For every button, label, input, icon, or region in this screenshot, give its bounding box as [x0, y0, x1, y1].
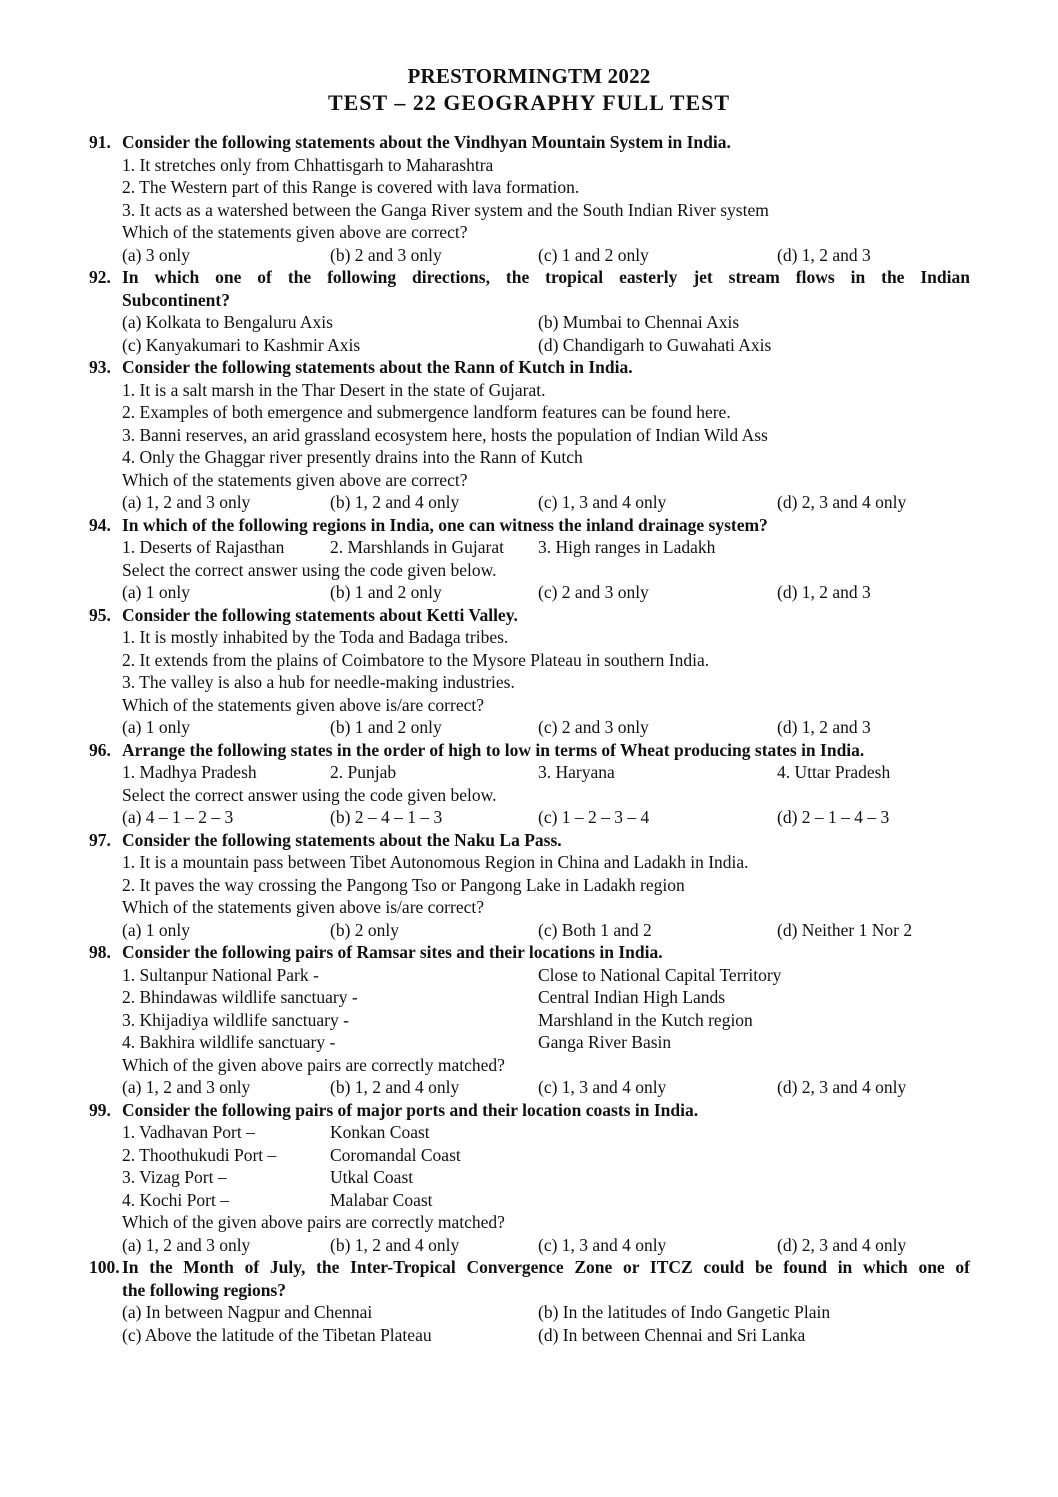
statement: 2. It extends from the plains of Coimbatore to the Mysore Plateau in southern India. [122, 649, 710, 670]
question-block [0, 739, 1058, 829]
pair-right: Close to National Capital Territory [538, 964, 782, 985]
question-prompt: Which of the statements given above are correct? [122, 222, 468, 242]
text-line [0, 941, 1058, 964]
answer-option: (c) 1, 3 and 4 only [538, 1077, 667, 1097]
text-line [0, 806, 1058, 829]
text-line [0, 176, 1058, 199]
question-number: 94. [89, 514, 111, 535]
answer-option: (b) 1, 2 and 4 only [330, 492, 460, 512]
question-prompt: Which of the statements given above are correct? [122, 469, 468, 490]
text-line [0, 334, 1058, 357]
pair-right: Utkal Coast [330, 1167, 414, 1187]
list-item: 1. Madhya Pradesh [122, 762, 257, 782]
text-line [0, 356, 1058, 379]
answer-option: (c) Both 1 and 2 [538, 919, 652, 940]
question-number: 99. [89, 1099, 111, 1120]
text-line [0, 491, 1058, 514]
text-line [0, 649, 1058, 672]
statement: 3. The valley is also a hub for needle-making industries. [122, 672, 515, 692]
question-number: 98. [89, 942, 111, 962]
text-line [0, 896, 1058, 919]
pair-left: 4. Bakhira wildlife sanctuary - [122, 1032, 336, 1052]
question-number: 97. [89, 829, 111, 850]
answer-option: (b) 1 and 2 only [330, 717, 442, 737]
text-line [0, 694, 1058, 717]
statement: 2. The Western part of this Range is covered with lava formation. [122, 177, 580, 197]
question-prompt: Which of the given above pairs are correctly matched? [122, 1212, 505, 1232]
pair-left: 4. Kochi Port – [122, 1189, 229, 1210]
pair-left: 2. Thoothukudi Port – [122, 1144, 277, 1165]
text-line [0, 581, 1058, 604]
question-block [0, 829, 1058, 942]
text-line [0, 559, 1058, 582]
question-block [0, 1099, 1058, 1257]
pair-right: Marshland in the Kutch region [538, 1009, 753, 1030]
question-number: 95. [89, 604, 111, 625]
list-item: 2. Punjab [330, 762, 397, 782]
answer-option: (a) 1, 2 and 3 only [122, 492, 251, 512]
question-number: 91. [89, 132, 111, 152]
pair-left: 1. Sultanpur National Park - [122, 964, 319, 985]
list-item: 2. Marshlands in Gujarat [330, 537, 504, 557]
question-stem: In which of the following regions in India, one can witness the inland drainage system? [122, 514, 768, 535]
text-line [0, 379, 1058, 402]
pair-left: 1. Vadhavan Port – [122, 1122, 255, 1142]
statement: 4. Only the Ghaggar river presently drains into the Rann of Kutch [122, 447, 583, 467]
answer-option: (b) In the latitudes of Indo Gangetic Plain [538, 1302, 831, 1322]
statement: 3. It acts as a watershed between the Ganga River system and the South Indian River system [122, 199, 769, 220]
text-line [0, 221, 1058, 244]
answer-option: (c) Kanyakumari to Kashmir Axis [122, 334, 361, 355]
text-line [0, 536, 1058, 559]
answer-option: (d) Chandigarh to Guwahati Axis [538, 334, 772, 355]
pair-right: Malabar Coast [330, 1189, 433, 1210]
text-line [0, 716, 1058, 739]
text-line [0, 986, 1058, 1009]
answer-option: (d) Neither 1 Nor 2 [777, 919, 913, 940]
answer-option: (d) 1, 2 and 3 [777, 244, 871, 265]
question-block [0, 1256, 1058, 1346]
text-line [0, 671, 1058, 694]
answer-option: (a) 4 – 1 – 2 – 3 [122, 807, 234, 827]
pair-right: Central Indian High Lands [538, 987, 726, 1007]
question-prompt: Select the correct answer using the code given below. [122, 784, 497, 805]
statement: 1. It stretches only from Chhattisgarh to Maharashtra [122, 154, 494, 175]
statement: 1. It is a mountain pass between Tibet Autonomous Region in China and Ladakh in India. [122, 852, 749, 872]
question-block [0, 131, 1058, 266]
text-line [0, 874, 1058, 897]
question-stem: the following regions? [122, 1279, 286, 1300]
text-line [0, 1121, 1058, 1144]
question-number: 92. [89, 267, 111, 287]
answer-option: (b) 1, 2 and 4 only [330, 1234, 460, 1255]
answer-option: (a) 3 only [122, 244, 191, 265]
text-line [0, 604, 1058, 627]
question-stem: Consider the following pairs of major ports and their location coasts in India. [122, 1099, 699, 1120]
answer-option: (a) In between Nagpur and Chennai [122, 1302, 373, 1322]
text-line [0, 446, 1058, 469]
answer-option: (a) 1, 2 and 3 only [122, 1234, 251, 1255]
list-item: 4. Uttar Pradesh [777, 762, 891, 782]
statement: 2. Examples of both emergence and submergence landform features can be found here. [122, 402, 731, 422]
answer-option: (a) Kolkata to Bengaluru Axis [122, 312, 333, 332]
text-line [0, 964, 1058, 987]
answer-option: (c) 2 and 3 only [538, 582, 649, 602]
answer-option: (c) Above the latitude of the Tibetan Plateau [122, 1324, 432, 1345]
pair-left: 2. Bhindawas wildlife sanctuary - [122, 987, 358, 1007]
question-prompt: Select the correct answer using the code given below. [122, 559, 497, 580]
text-line [0, 851, 1058, 874]
question-block [0, 941, 1058, 1099]
list-item: 1. Deserts of Rajasthan [122, 537, 285, 557]
answer-option: (a) 1 only [122, 717, 191, 737]
text-line [0, 1189, 1058, 1212]
statement: 2. It paves the way crossing the Pangong Tso or Pangong Lake in Ladakh region [122, 874, 685, 895]
question-prompt: Which of the statements given above is/are correct? [122, 897, 484, 917]
text-line [0, 131, 1058, 154]
text-line [0, 761, 1058, 784]
answer-option: (d) 1, 2 and 3 [777, 717, 871, 737]
question-prompt: Which of the statements given above is/are correct? [122, 694, 484, 715]
statement: 3. Banni reserves, an arid grassland ecosystem here, hosts the population of Indian Wild Ass [122, 424, 768, 445]
text-line [0, 154, 1058, 177]
list-item: 3. Haryana [538, 762, 615, 782]
question-stem: Consider the following statements about the Naku La Pass. [122, 829, 562, 850]
text-line [0, 1279, 1058, 1302]
pair-right: Konkan Coast [330, 1122, 430, 1142]
answer-option: (a) 1 only [122, 582, 191, 602]
text-line [0, 1099, 1058, 1122]
answer-option: (c) 1, 3 and 4 only [538, 1234, 667, 1255]
answer-option: (c) 1 – 2 – 3 – 4 [538, 807, 650, 827]
answer-option: (d) 2 – 1 – 4 – 3 [777, 807, 890, 827]
test-title: TEST – 22 GEOGRAPHY FULL TEST [327, 90, 731, 115]
text-line [0, 739, 1058, 762]
text-line [0, 626, 1058, 649]
text-line [0, 266, 1058, 289]
answer-option: (c) 1, 3 and 4 only [538, 492, 667, 512]
question-stem: Consider the following statements about Ketti Valley. [122, 604, 518, 625]
pair-right: Coromandal Coast [330, 1144, 461, 1165]
text-line [0, 401, 1058, 424]
answer-option: (d) 1, 2 and 3 [777, 582, 871, 602]
answer-option: (d) 2, 3 and 4 only [777, 1077, 907, 1097]
question-block [0, 266, 1058, 356]
answer-option: (b) 2 and 3 only [330, 244, 442, 265]
text-line [0, 514, 1058, 537]
pair-left: 3. Khijadiya wildlife sanctuary - [122, 1009, 349, 1030]
text-line [0, 919, 1058, 942]
answer-option: (c) 2 and 3 only [538, 717, 649, 737]
question-number: 93. [89, 357, 111, 377]
question-stem: Arrange the following states in the order of high to low in terms of Wheat producing states in India. [122, 739, 865, 760]
question-stem: In the Month of July, the Inter-Tropical Convergence Zone or ITCZ could be found in which one of [122, 1257, 970, 1277]
text-line [0, 1031, 1058, 1054]
text-line [0, 1166, 1058, 1189]
text-line [0, 1256, 1058, 1279]
pair-left: 3. Vizag Port – [122, 1167, 227, 1187]
question-block [0, 356, 1058, 514]
answer-option: (a) 1, 2 and 3 only [122, 1077, 251, 1097]
text-line [0, 1076, 1058, 1099]
text-line [0, 424, 1058, 447]
statement: 1. It is mostly inhabited by the Toda and Badaga tribes. [122, 627, 509, 647]
text-line [0, 469, 1058, 492]
text-line [0, 244, 1058, 267]
text-line [0, 1211, 1058, 1234]
question-stem: Consider the following pairs of Ramsar sites and their locations in India. [122, 942, 663, 962]
text-line [0, 1234, 1058, 1257]
text-line [0, 1144, 1058, 1167]
statement: 1. It is a salt marsh in the Thar Desert in the state of Gujarat. [122, 379, 546, 400]
paper-title: PRESTORMINGTM 2022 [407, 64, 651, 88]
answer-option: (b) 2 only [330, 919, 400, 940]
question-stem: Consider the following statements about the Rann of Kutch in India. [122, 357, 633, 377]
question-stem: In which one of the following directions, the tropical easterly jet stream flows in the Indian [122, 267, 970, 287]
text-line [0, 311, 1058, 334]
question-block [0, 514, 1058, 604]
text-line [0, 1009, 1058, 1032]
text-line [0, 784, 1058, 807]
answer-option: (b) 1, 2 and 4 only [330, 1077, 460, 1097]
answer-option: (b) 1 and 2 only [330, 582, 442, 602]
answer-option: (a) 1 only [122, 919, 191, 940]
question-list [0, 131, 1058, 1346]
text-line [0, 1324, 1058, 1347]
text-line [0, 199, 1058, 222]
question-number: 96. [89, 739, 111, 760]
answer-option: (b) Mumbai to Chennai Axis [538, 312, 740, 332]
answer-option: (d) 2, 3 and 4 only [777, 492, 907, 512]
list-item: 3. High ranges in Ladakh [538, 537, 716, 557]
pair-right: Ganga River Basin [538, 1032, 672, 1052]
text-line [0, 289, 1058, 312]
text-line [0, 829, 1058, 852]
question-block [0, 604, 1058, 739]
question-stem: Subcontinent? [122, 289, 230, 310]
question-stem: Consider the following statements about the Vindhyan Mountain System in India. [122, 132, 731, 152]
text-line [0, 1054, 1058, 1077]
question-prompt: Which of the given above pairs are correctly matched? [122, 1054, 505, 1075]
answer-option: (c) 1 and 2 only [538, 244, 649, 265]
text-line [0, 1301, 1058, 1324]
answer-option: (d) In between Chennai and Sri Lanka [538, 1324, 806, 1345]
answer-option: (d) 2, 3 and 4 only [777, 1234, 907, 1255]
question-number: 100. [89, 1257, 120, 1277]
answer-option: (b) 2 – 4 – 1 – 3 [330, 807, 443, 827]
